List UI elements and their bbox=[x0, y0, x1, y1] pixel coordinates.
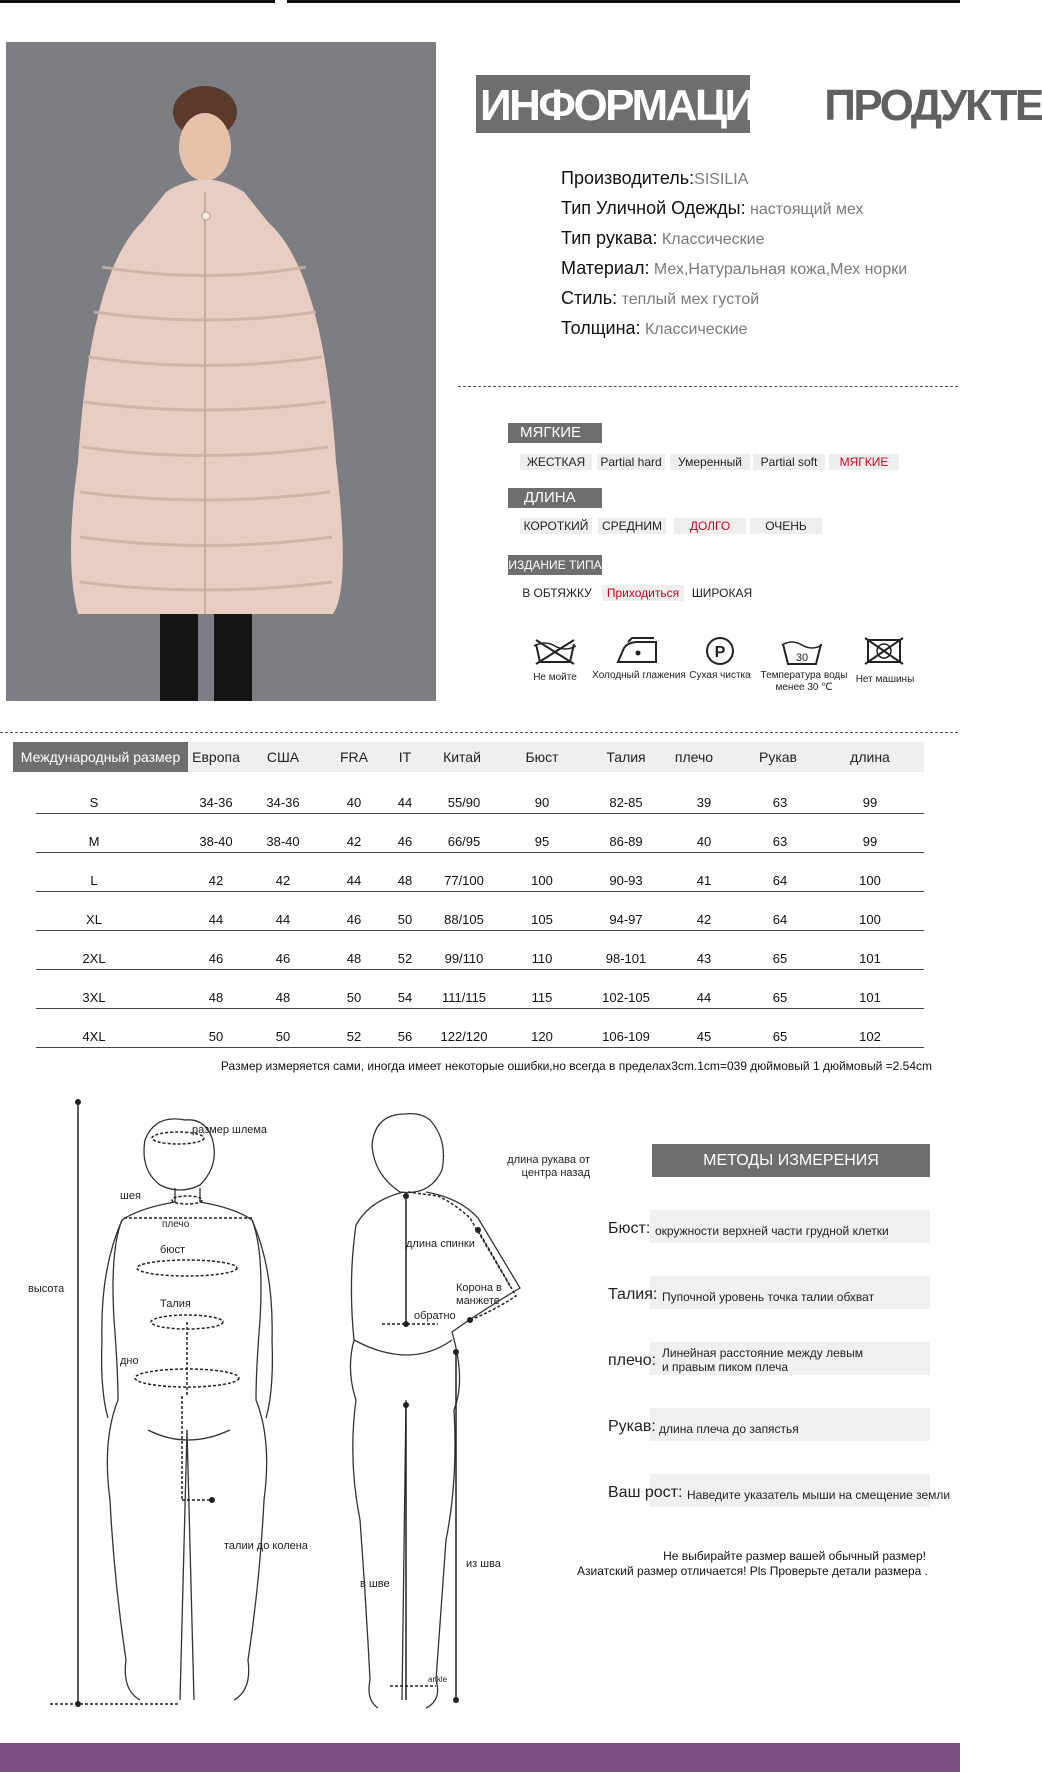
table-cell: 39 bbox=[696, 795, 712, 810]
table-cell: 106-109 bbox=[602, 1029, 650, 1044]
table-header-cell: плечо bbox=[674, 749, 714, 765]
table-cell: 34-36 bbox=[199, 795, 233, 810]
table-cell: 38-40 bbox=[266, 834, 300, 849]
methods-heading: МЕТОДЫ ИЗМЕРЕНИЯ bbox=[652, 1144, 930, 1177]
table-row-divider bbox=[36, 1047, 924, 1048]
table-cell: 88/105 bbox=[444, 912, 484, 927]
table-cell: 56 bbox=[397, 1029, 413, 1044]
label-outseam: из шва bbox=[466, 1558, 501, 1570]
table-header-cell: Международный размер bbox=[20, 749, 181, 765]
product-photo bbox=[6, 42, 436, 701]
table-cell: 46 bbox=[346, 912, 362, 927]
table-cell: 44 bbox=[696, 990, 712, 1005]
table-cell: 99/110 bbox=[444, 951, 484, 966]
table-row-divider bbox=[36, 813, 924, 814]
table-cell: 115 bbox=[531, 990, 553, 1005]
no-wash-icon bbox=[530, 636, 580, 666]
table-header-cell: Китай bbox=[443, 749, 481, 765]
fit-option: В ОБТЯЖКУ bbox=[518, 585, 596, 601]
table-cell: 50 bbox=[397, 912, 413, 927]
method-text: Линейная расстояние между левым и правым пиком плеча bbox=[662, 1346, 864, 1374]
table-cell: 48 bbox=[275, 990, 291, 1005]
method-text: окружности верхней части грудной клетки bbox=[655, 1224, 889, 1238]
method-text: длина плеча до запястья bbox=[659, 1422, 799, 1436]
method-label: Рукав: bbox=[608, 1418, 656, 1435]
table-cell: 65 bbox=[772, 951, 788, 966]
method-text: Пупочной уровень точка талии обхват bbox=[662, 1290, 875, 1304]
care-label: Температура воды менее 30 ℃ bbox=[760, 670, 848, 693]
fit-option-selected: Приходиться bbox=[602, 585, 684, 601]
table-cell: 99 bbox=[862, 795, 878, 810]
table-row-divider bbox=[36, 969, 924, 970]
table-cell: 98-101 bbox=[605, 951, 647, 966]
divider-dashed bbox=[458, 386, 958, 387]
table-cell: 48 bbox=[397, 873, 413, 888]
table-cell: 95 bbox=[534, 834, 550, 849]
table-cell: 64 bbox=[772, 912, 788, 927]
table-cell: 40 bbox=[696, 834, 712, 849]
table-cell: 48 bbox=[208, 990, 224, 1005]
table-cell: 94-97 bbox=[609, 912, 643, 927]
footer-bar bbox=[0, 1743, 960, 1772]
table-cell: 77/100 bbox=[444, 873, 484, 888]
table-cell: 46 bbox=[397, 834, 413, 849]
info-row-style: Стиль: теплый мех густой bbox=[561, 288, 760, 308]
top-border bbox=[0, 0, 960, 3]
cool-iron-icon bbox=[614, 636, 662, 666]
label-sleeve: длина рукава от центра назад bbox=[507, 1154, 590, 1179]
wash-30-icon bbox=[780, 636, 824, 666]
length-option: ОЧЕНЬ bbox=[750, 518, 822, 534]
length-heading: ДЛИНА bbox=[508, 488, 602, 508]
table-header-cell: длина bbox=[850, 749, 890, 765]
label-shoulder: плечо bbox=[162, 1219, 190, 1230]
table-cell: 42 bbox=[208, 873, 224, 888]
table-cell: 42 bbox=[696, 912, 712, 927]
size-warning: Не выбирайте размер вашей обычный размер! bbox=[663, 1549, 926, 1563]
table-cell: 120 bbox=[531, 1029, 553, 1044]
table-cell: 48 bbox=[346, 951, 362, 966]
table-row-divider bbox=[36, 852, 924, 853]
size-note: Размер измеряется сами, иногда имеет некоторые ошибки,но всегда в пределах3cm.1cm=039 дюймовый 1 дюймовый =2.54cm bbox=[220, 1059, 932, 1073]
label-back2: обратно bbox=[414, 1310, 456, 1322]
label-height: высота bbox=[28, 1283, 65, 1295]
care-label: Нет машины bbox=[855, 674, 915, 685]
top-border-gap bbox=[275, 0, 287, 3]
table-cell: 44 bbox=[275, 912, 291, 927]
method-text: Наведите указатель мыши на смещение земли bbox=[687, 1488, 951, 1502]
label-cuff: Корона в манжете bbox=[456, 1282, 502, 1307]
method-label: Бюст: bbox=[608, 1220, 651, 1237]
table-cell: 90 bbox=[534, 795, 550, 810]
table-header-cell: IT bbox=[398, 749, 412, 765]
table-header-cell: Талия bbox=[606, 749, 646, 765]
table-cell: 42 bbox=[275, 873, 291, 888]
table-cell: 52 bbox=[397, 951, 413, 966]
softness-option: Partial hard bbox=[597, 454, 665, 470]
softness-option: ЖЕСТКАЯ bbox=[520, 454, 592, 470]
table-cell: 111/115 bbox=[441, 990, 487, 1005]
table-cell: 50 bbox=[208, 1029, 224, 1044]
softness-option-selected: МЯГКИЕ bbox=[829, 454, 899, 470]
table-cell: 34-36 bbox=[266, 795, 300, 810]
table-cell: 110 bbox=[531, 951, 553, 966]
length-option: КОРОТКИЙ bbox=[520, 518, 592, 534]
size-label-cell: L bbox=[90, 873, 98, 888]
table-header-cell: FRA bbox=[340, 749, 368, 765]
label-inseam: в шве bbox=[360, 1578, 390, 1590]
label-neck: шея bbox=[120, 1190, 141, 1202]
label-waist: Талия bbox=[160, 1298, 191, 1310]
no-machine-icon bbox=[862, 636, 906, 666]
label-knee: талии до колена bbox=[224, 1540, 308, 1552]
fit-option: ШИРОКАЯ bbox=[688, 585, 756, 601]
table-cell: 105 bbox=[531, 912, 553, 927]
table-cell: 54 bbox=[397, 990, 413, 1005]
table-cell: 38-40 bbox=[199, 834, 233, 849]
info-row-thickness: Толщина: Классические bbox=[561, 318, 748, 338]
table-cell: 101 bbox=[859, 990, 881, 1005]
size-warning: Азиатский размер отличается! Pls Проверьте детали размера . bbox=[577, 1564, 928, 1578]
care-label: Сухая чистка bbox=[689, 670, 751, 681]
table-row-divider bbox=[36, 930, 924, 931]
table-cell: 50 bbox=[275, 1029, 291, 1044]
table-cell: 100 bbox=[859, 912, 881, 927]
label-hip: дно bbox=[120, 1355, 139, 1367]
care-label: Не мойте bbox=[533, 672, 577, 683]
table-cell: 43 bbox=[696, 951, 712, 966]
size-label-cell: XL bbox=[86, 912, 102, 927]
table-cell: 65 bbox=[772, 1029, 788, 1044]
table-cell: 44 bbox=[208, 912, 224, 927]
label-head: размер шлема bbox=[192, 1124, 268, 1136]
table-cell: 42 bbox=[346, 834, 362, 849]
table-cell: 102 bbox=[859, 1029, 881, 1044]
method-label: плечо: bbox=[608, 1352, 657, 1369]
divider-dashed bbox=[0, 732, 958, 733]
table-header-cell: Рукав bbox=[759, 749, 797, 765]
table-cell: 46 bbox=[275, 951, 291, 966]
dry-clean-icon bbox=[704, 636, 736, 666]
softness-option: Partial soft bbox=[753, 454, 825, 470]
title-part-gray: ПРОДУКТЕ bbox=[824, 81, 1042, 130]
label-ankle: ankle bbox=[428, 1675, 448, 1684]
page-title bbox=[480, 78, 1042, 134]
table-cell: 44 bbox=[346, 873, 362, 888]
table-row-divider bbox=[36, 891, 924, 892]
table-cell: 90-93 bbox=[609, 873, 643, 888]
table-cell: 100 bbox=[859, 873, 881, 888]
table-cell: 40 bbox=[346, 795, 362, 810]
table-cell: 45 bbox=[696, 1029, 712, 1044]
size-label-cell: S bbox=[89, 795, 99, 810]
back-body-diagram bbox=[330, 1100, 560, 1720]
method-label: Талия: bbox=[608, 1286, 658, 1303]
info-row-manufacturer: Производитель:SISILIA bbox=[561, 168, 749, 188]
size-label-cell: 2XL bbox=[82, 951, 106, 966]
table-cell: 100 bbox=[531, 873, 553, 888]
table-cell: 66/95 bbox=[447, 834, 481, 849]
length-option: СРЕДНИМ bbox=[598, 518, 666, 534]
info-row-material: Материал: Мех,Натуральная кожа,Мех норки bbox=[561, 258, 908, 278]
front-body-diagram bbox=[30, 1100, 330, 1720]
svg-text:P: P bbox=[714, 644, 726, 661]
fit-heading: ИЗДАНИЕ ТИПА bbox=[508, 555, 602, 575]
table-header-cell: Европа bbox=[192, 749, 240, 765]
table-cell: 63 bbox=[772, 834, 788, 849]
length-option-selected: ДОЛГО bbox=[674, 518, 746, 534]
table-cell: 63 bbox=[772, 795, 788, 810]
table-cell: 44 bbox=[397, 795, 413, 810]
label-back-length: длина спинки bbox=[406, 1238, 475, 1250]
table-cell: 102-105 bbox=[602, 990, 650, 1005]
table-header-cell: Бюст bbox=[525, 749, 559, 765]
softness-heading: МЯГКИЕ bbox=[508, 423, 602, 443]
table-cell: 50 bbox=[346, 990, 362, 1005]
size-label-cell: 4XL bbox=[82, 1029, 106, 1044]
table-cell: 46 bbox=[208, 951, 224, 966]
table-cell: 52 bbox=[346, 1029, 362, 1044]
title-part-white: ИНФОРМАЦИЯ О bbox=[480, 81, 825, 130]
table-cell: 55/90 bbox=[447, 795, 481, 810]
table-cell: 101 bbox=[859, 951, 881, 966]
size-label-cell: 3XL bbox=[82, 990, 106, 1005]
info-row-sleeve: Тип рукава: Классические bbox=[561, 228, 765, 248]
table-cell: 41 bbox=[696, 873, 712, 888]
table-cell: 65 bbox=[772, 990, 788, 1005]
label-bust: бюст bbox=[160, 1244, 186, 1256]
table-cell: 82-85 bbox=[609, 795, 643, 810]
table-header-cell: США bbox=[266, 749, 300, 765]
care-label: Холодный глажения bbox=[592, 670, 686, 681]
size-label-cell: M bbox=[88, 834, 100, 849]
table-row-divider bbox=[36, 1008, 924, 1009]
table-cell: 122/120 bbox=[440, 1029, 488, 1044]
table-cell: 86-89 bbox=[609, 834, 643, 849]
table-cell: 99 bbox=[862, 834, 878, 849]
softness-option: Умеренный bbox=[670, 454, 750, 470]
wash-temp-badge: 30 bbox=[795, 652, 809, 664]
method-label: Ваш рост: bbox=[608, 1484, 683, 1501]
table-cell: 64 bbox=[772, 873, 788, 888]
info-row-type: Тип Уличной Одежды: настоящий мех bbox=[561, 198, 864, 218]
